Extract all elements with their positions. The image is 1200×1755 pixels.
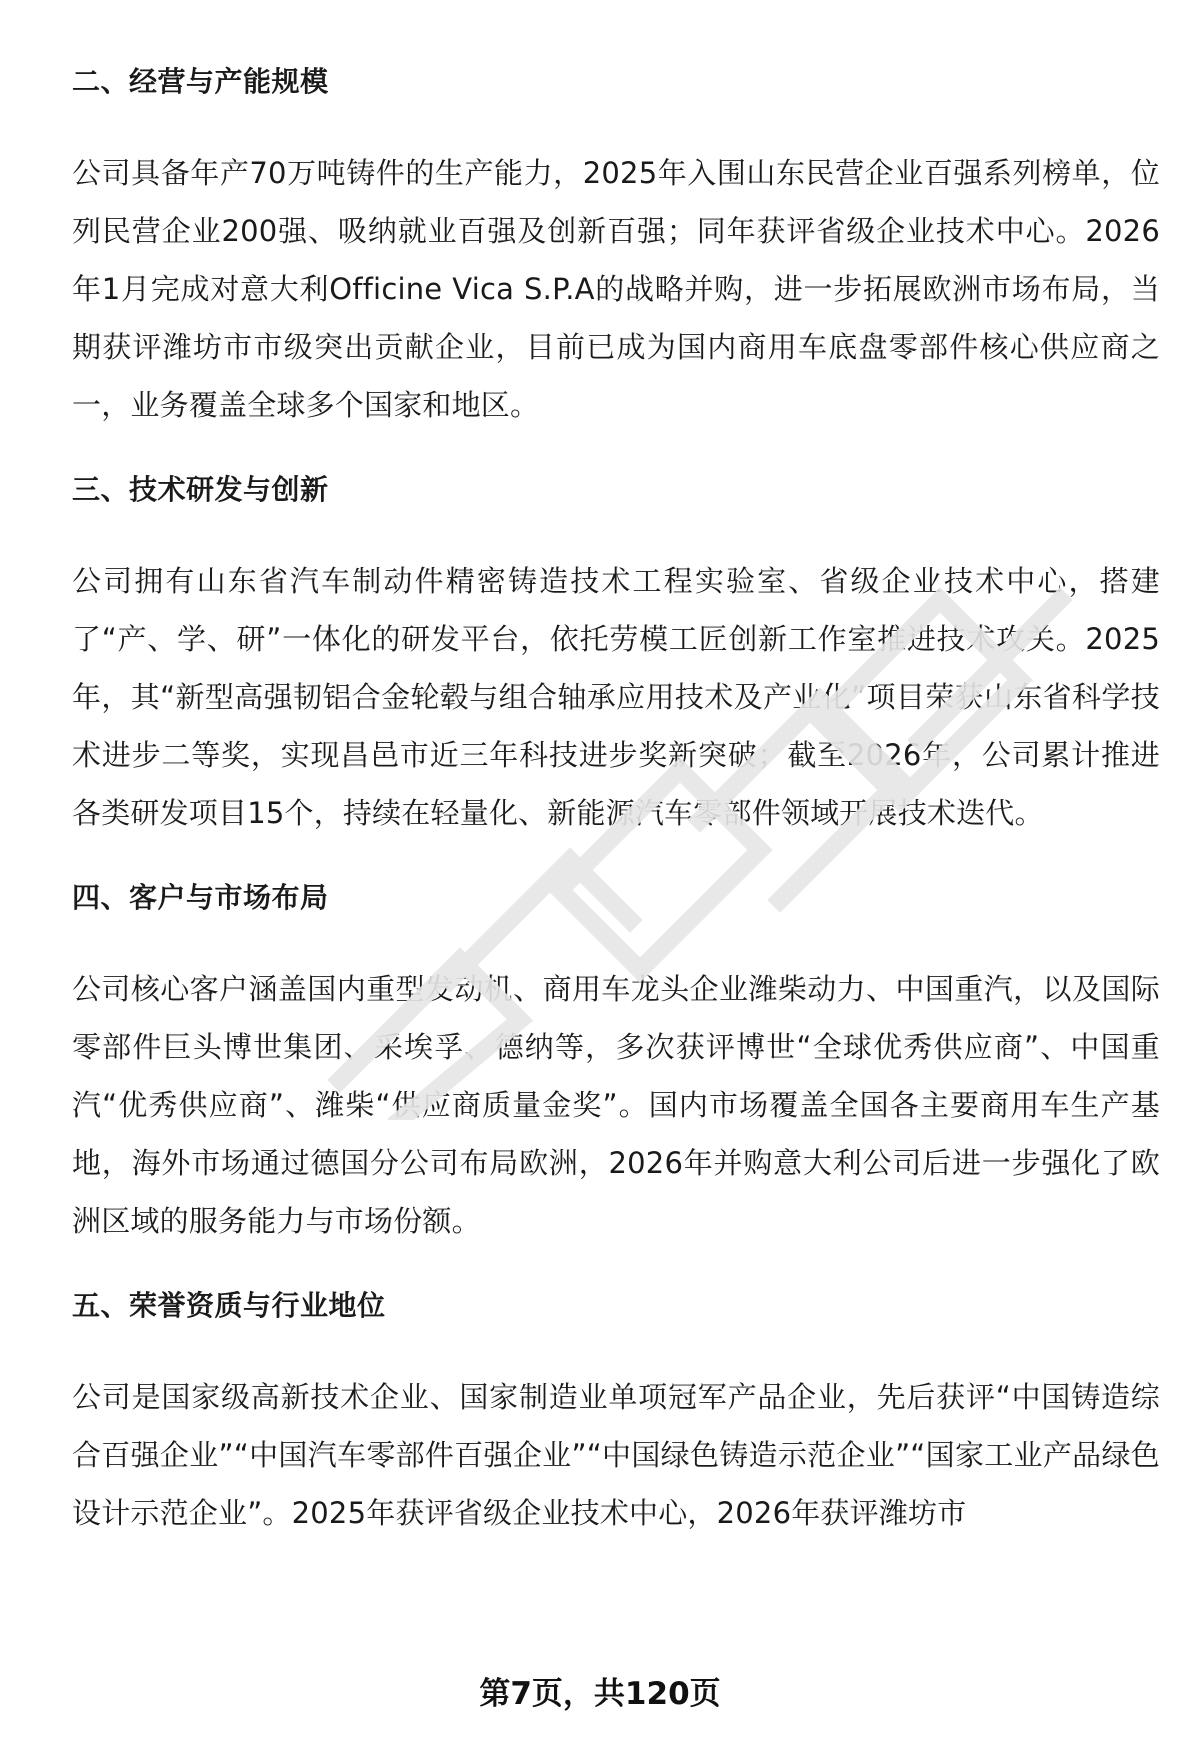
document-page <box>72 58 1160 1574</box>
section-paragraph-honors: 公司是国家级高新技术企业、国家制造业单项冠军产品企业，先后获评“中国铸造综合百强企业”“中国汽车零部件百强企业”“中国绿色铸造示范企业”“国家工业产品绿色设计示范企业”。2025年获评省级企业技术中心，2026年获评潍坊市 <box>72 1380 1160 1530</box>
section-heading-honors: 五、荣誉资质与行业地位 <box>72 1289 386 1322</box>
section-paragraph-customers: 公司核心客户涵盖国内重型发动机、商用车龙头企业潍柴动力、中国重汽，以及国际零部件巨头博世集团、采埃孚、德纳等，多次获评博世“全球优秀供应商”、中国重汽“优秀供应商”、潍柴“供应商质量金奖”。国内市场覆盖全国各主要商用车生产基地，海外市场通过德国分公司布局欧洲，2026年并购意大利公司后进一步强化了欧洲区域的服务能力与市场份额。 <box>72 972 1160 1238</box>
page-number-footer: 第7页，共120页 <box>479 1676 721 1712</box>
section-paragraph-operations: 公司具备年产70万吨铸件的生产能力，2025年入围山东民营企业百强系列榜单，位列民营企业200强、吸纳就业百强及创新百强；同年获评省级企业技术中心。2026年1月完成对意大利Officine Vica S.P.A的战略并购，进一步拓展欧洲市场布局，当期获评潍坊市市级突出贡献企业，目前已成为国内商用车底盘零部件核心供应商之一，业务覆盖全球多个国家和地区。 <box>72 156 1160 422</box>
section-paragraph-rnd: 公司拥有山东省汽车制动件精密铸造技术工程实验室、省级企业技术中心，搭建了“产、学、研”一体化的研发平台，依托劳模工匠创新工作室推进技术攻关。2025年，其“新型高强韧铝合金轮毂与组合轴承应用技术及产业化”项目荣获山东省科学技术进步二等奖，实现昌邑市近三年科技进步奖新突破；截至2026年，公司累计推进各类研发项目15个，持续在轻量化、新能源汽车零部件领域开展技术迭代。 <box>72 564 1160 830</box>
section-heading-customers: 四、客户与市场布局 <box>72 881 329 914</box>
section-heading-operations: 二、经营与产能规模 <box>72 65 329 98</box>
section-heading-rnd: 三、技术研发与创新 <box>72 473 329 506</box>
